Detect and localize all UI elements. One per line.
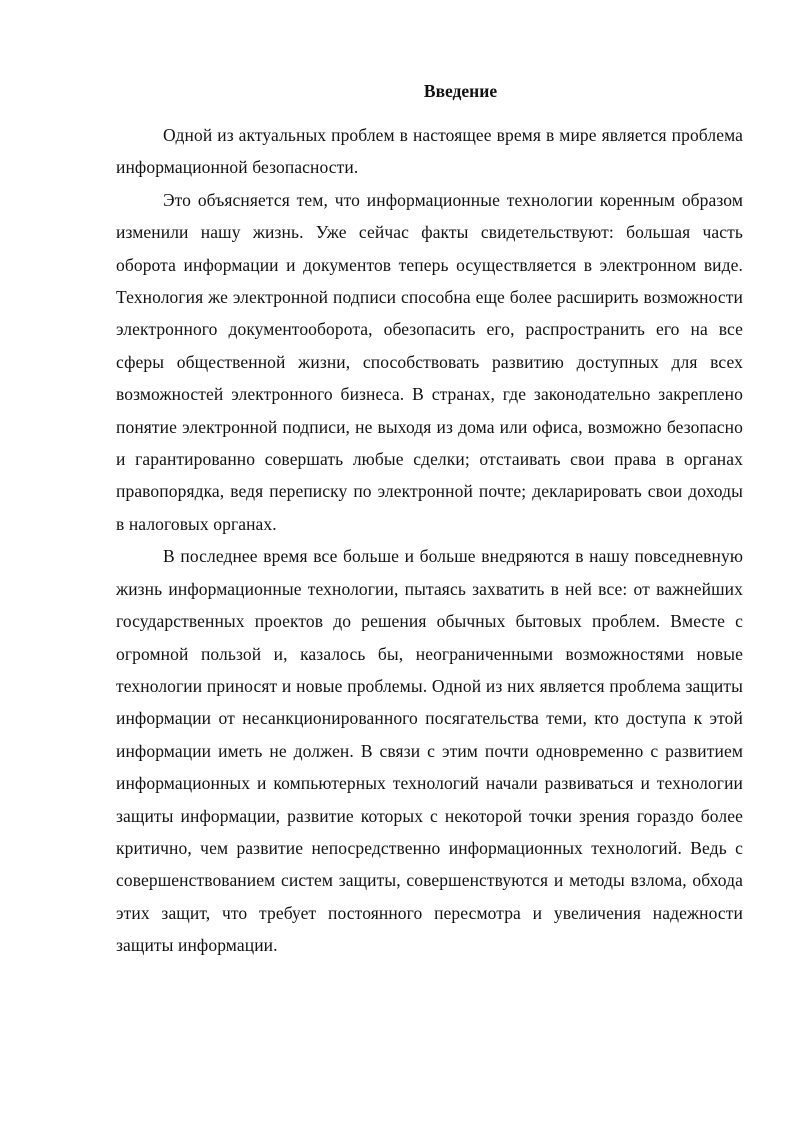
paragraph-1: Одной из актуальных проблем в настоящее время в мире является проблема информационной безопасности. [116, 125, 743, 178]
paragraph-2: Это объясняется тем, что информационные технологии коренным образом изменили нашу жизнь. Уже сейчас факты свидетельствуют: большая часть оборота информации и документов теперь осуществляется в электронном виде. Технология же электронной подписи способна еще более расширить возможности электронного документооборота, обезопасить его, распространить его на все сферы общественной жизни, способствовать развитию доступных для всех возможностей электронного бизнеса. В странах, где законодательно закреплено понятие электронной подписи, не выходя из дома или офиса, возможно безопасно и гарантированно совершать любые сделки; отстаивать свои права в органах правопорядка, ведя переписку по электронной почте; декларировать свои доходы в налоговых органах. [116, 189, 743, 534]
page-title: Введение [423, 81, 498, 101]
paragraph-3: В последнее время все больше и больше внедряются в нашу повседневную жизнь информационные технологии, пытаясь захватить в ней все: от важнейших государственных проектов до решения обычных бытовых проблем. Вместе с огромной пользой и, казалось бы, неограниченными возможностями новые технологии приносят и новые проблемы. Одной из них является проблема защиты информации от несанкционированного посягательства теми, кто доступа к этой информации иметь не должен. В связи с этим почти одновременно с развитием информационных и компьютерных технологий начали развиваться и технологии защиты информации, развитие которых с некоторой точки зрения гораздо более критично, чем развитие непосредственно информационных технологий. Ведь с совершенствованием систем защиты, совершенствуются и методы взлома, обхода этих защит, что требует постоянного пересмотра и увеличения надежности защиты информации. [116, 546, 743, 956]
